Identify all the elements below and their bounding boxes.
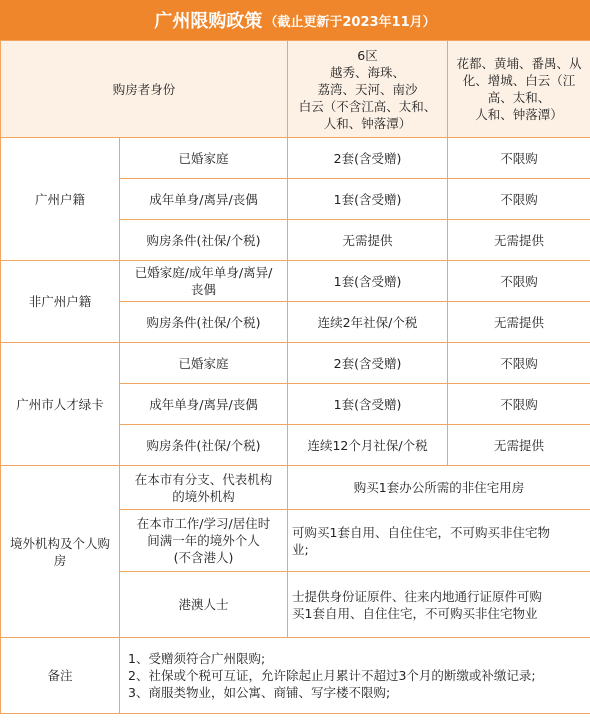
row-value: 可购买1套自用、自住住宅，不可购买非住宅物 业; — [288, 510, 590, 572]
row-other: 不限购 — [448, 261, 590, 302]
page-title: 广州限购政策 — [154, 11, 263, 32]
notes-content — [120, 638, 590, 714]
row-type: 已婚家庭 — [120, 138, 288, 179]
row-six: 1套(含受赠) — [288, 179, 448, 220]
row-other: 不限购 — [448, 179, 590, 220]
group-label-talent: 广州市人才绿卡 — [1, 343, 120, 466]
group-label-gz: 广州户籍 — [1, 138, 120, 261]
row-other: 不限购 — [448, 138, 590, 179]
row-type: 购房条件(社保/个税) — [120, 425, 288, 466]
row-other: 不限购 — [448, 384, 590, 425]
row-type: 港澳人士 — [120, 572, 288, 638]
row-type: 成年单身/离异/丧偶 — [120, 179, 288, 220]
row-type: 购房条件(社保/个税) — [120, 220, 288, 261]
row-type: 已婚家庭 — [120, 343, 288, 384]
header-six-districts: 6区 越秀、海珠、 荔湾、天河、南沙 白云（不含江高、太和、 人和、钟落潭） — [288, 41, 448, 138]
note-item: 1、受赠须符合广州限购; — [128, 651, 266, 666]
row-other: 不限购 — [448, 343, 590, 384]
note-item: 2、社保或个税可互证，允许除起止月累计不超过3个月的断缴或补缴记录; — [128, 668, 536, 683]
row-type: 在本市工作/学习/居住时 间满一年的境外个人 (不含港人) — [120, 510, 288, 572]
table-row — [1, 466, 590, 510]
header-other-districts: 花都、黄埔、番禺、从 化、增城、白云（江 高、太和、 人和、钟落潭） — [448, 41, 590, 138]
notes-row — [1, 638, 590, 714]
row-type: 购房条件(社保/个税) — [120, 302, 288, 343]
row-six: 1套(含受赠) — [288, 261, 448, 302]
group-label-foreign: 境外机构及个人购 房 — [1, 466, 120, 638]
header-identity: 购房者身份 — [1, 41, 288, 138]
row-six: 无需提供 — [288, 220, 448, 261]
row-value: 士提供身份证原件、往来内地通行证原件可购 买1套自用、自住住宅，不可购买非住宅物业 — [288, 572, 590, 638]
row-value: 购买1套办公所需的非住宅用房 — [288, 466, 590, 510]
row-six: 连续2年社保/个税 — [288, 302, 448, 343]
row-other: 无需提供 — [448, 302, 590, 343]
row-six: 1套(含受赠) — [288, 384, 448, 425]
header-row — [1, 41, 590, 138]
row-type: 成年单身/离异/丧偶 — [120, 384, 288, 425]
row-six: 2套(含受赠) — [288, 343, 448, 384]
row-other: 无需提供 — [448, 425, 590, 466]
policy-table — [0, 40, 590, 714]
notes-label: 备注 — [1, 638, 120, 714]
table-row — [1, 343, 590, 384]
table-row — [1, 261, 590, 302]
row-six: 2套(含受赠) — [288, 138, 448, 179]
page-subtitle: （截止更新于2023年11月） — [264, 14, 436, 30]
row-six: 连续12个月社保/个税 — [288, 425, 448, 466]
row-type: 已婚家庭/成年单身/离异/ 丧偶 — [120, 261, 288, 302]
table-row — [1, 138, 590, 179]
group-label-nongz: 非广州户籍 — [1, 261, 120, 343]
note-item: 3、商服类物业，如公寓、商铺、写字楼不限购; — [128, 685, 391, 700]
row-type: 在本市有分支、代表机构 的境外机构 — [120, 466, 288, 510]
row-other: 无需提供 — [448, 220, 590, 261]
title-bar — [0, 0, 590, 40]
